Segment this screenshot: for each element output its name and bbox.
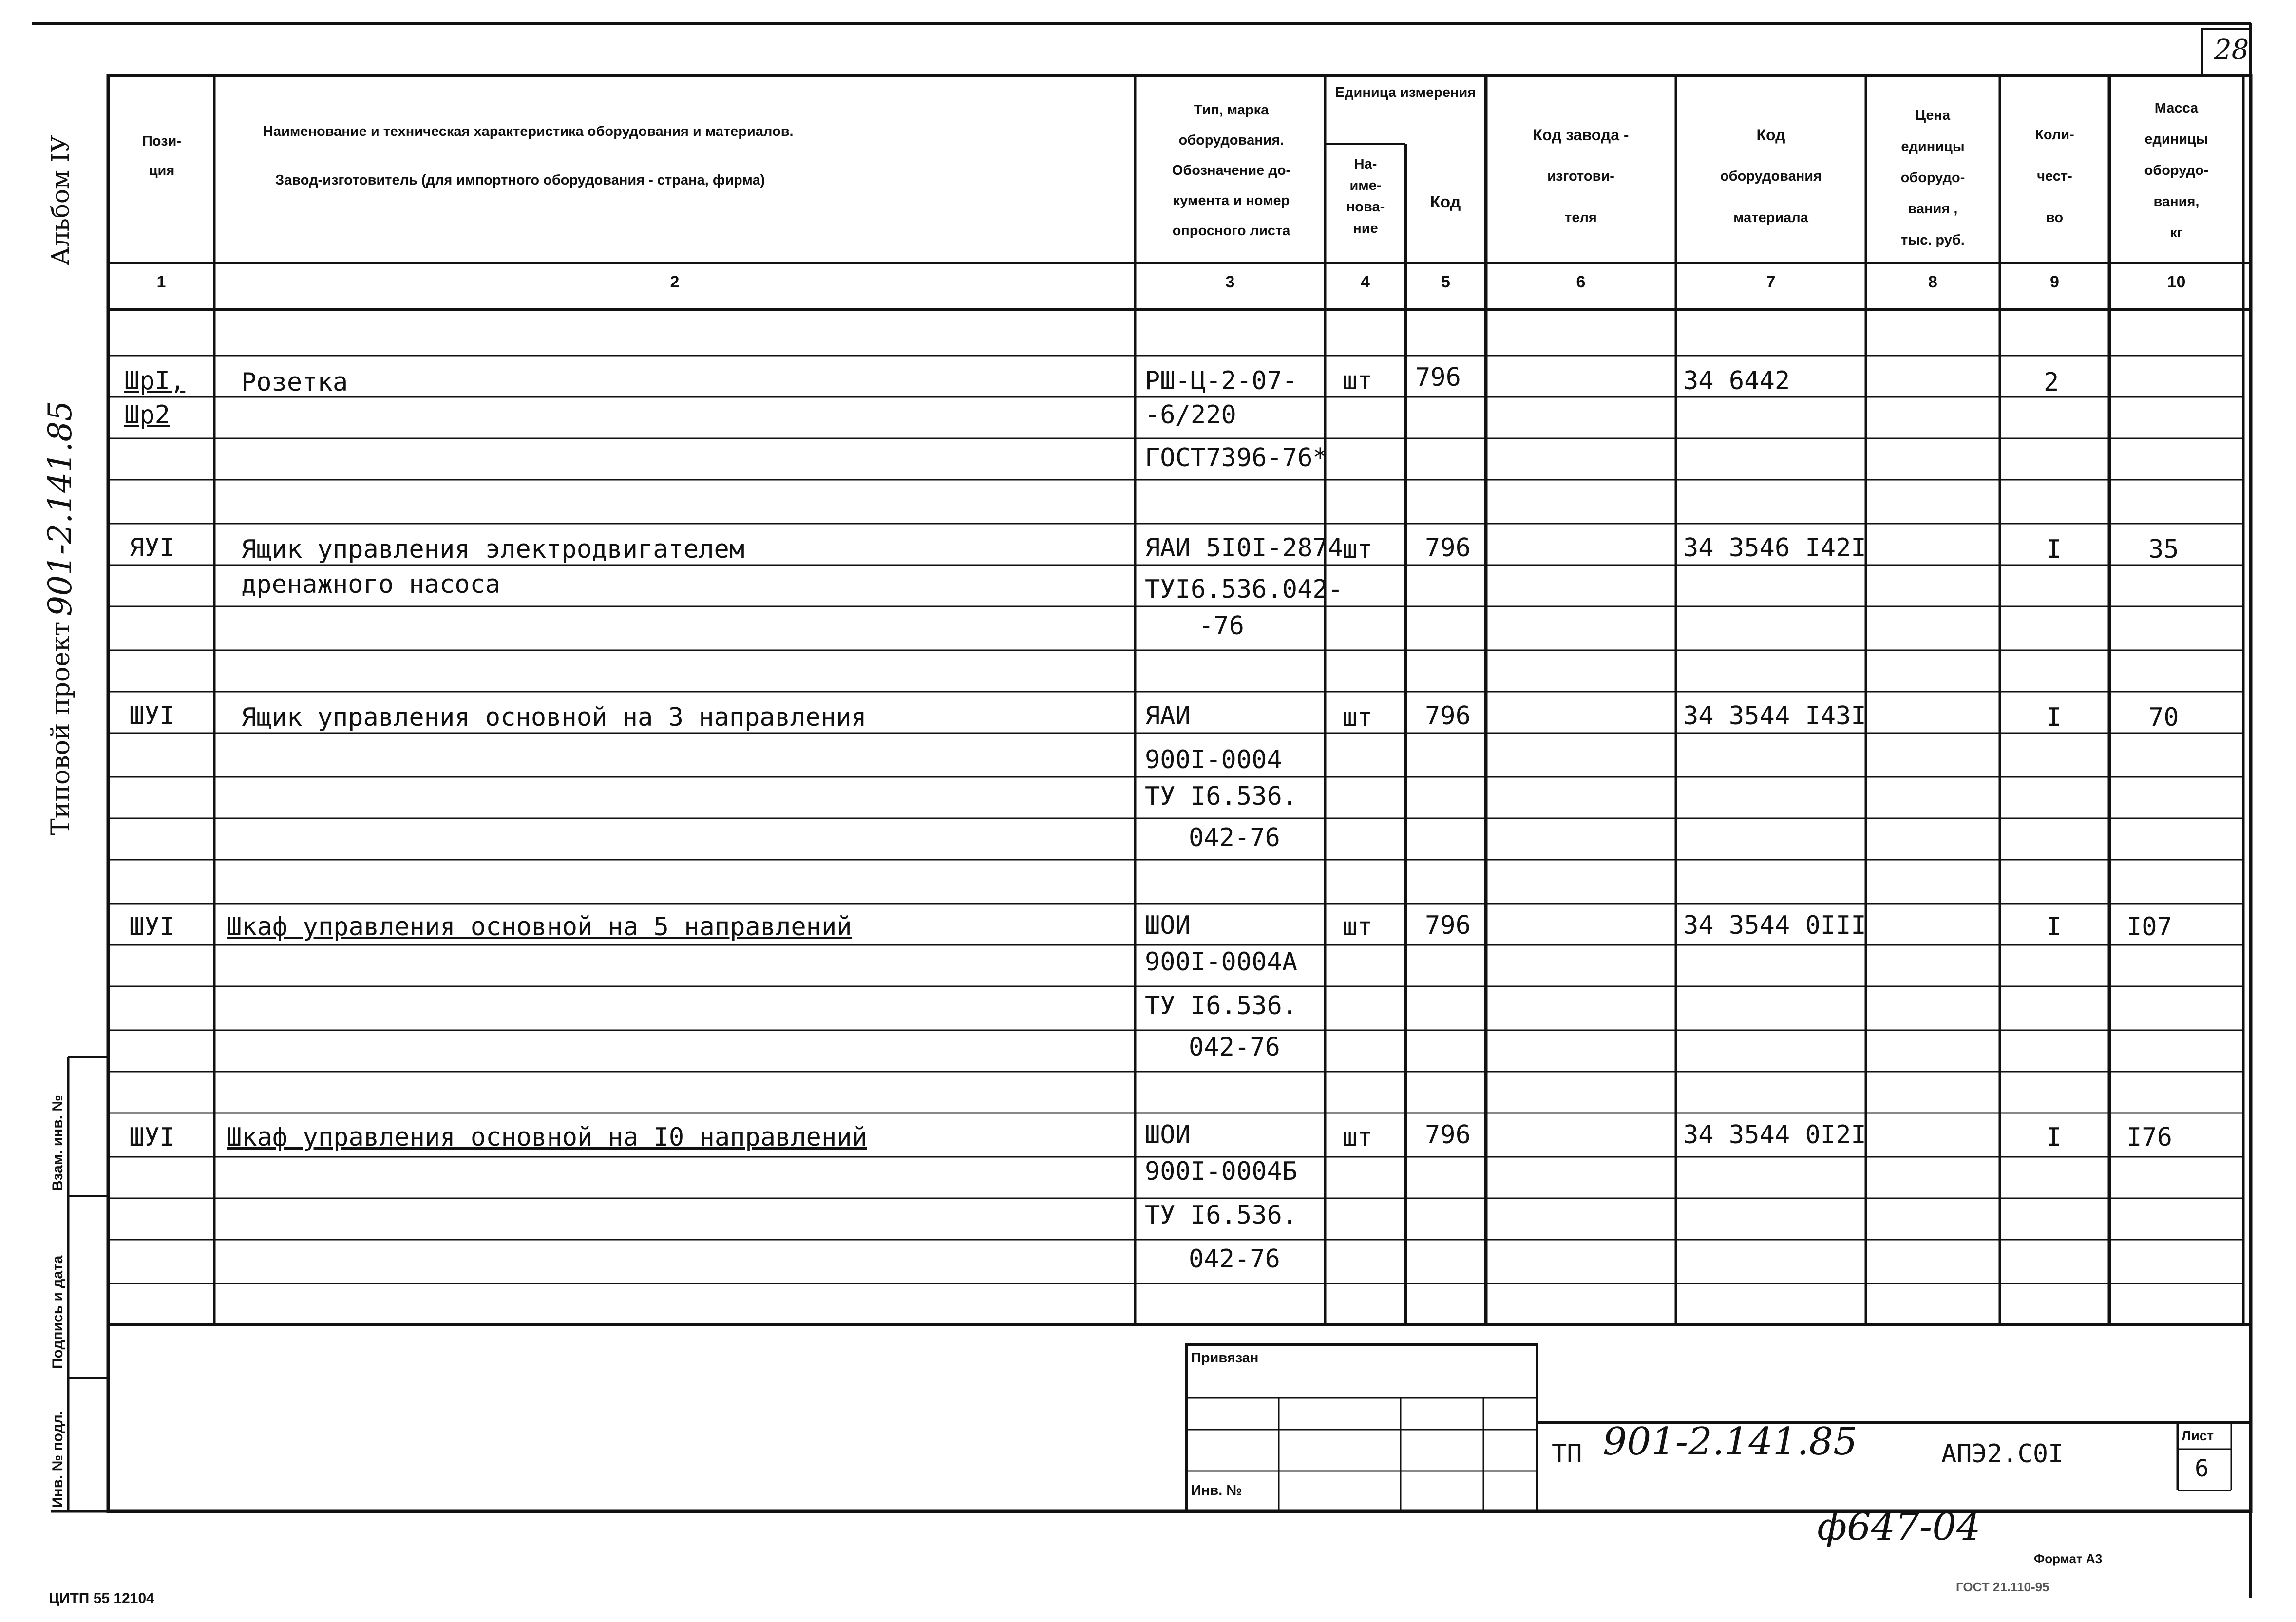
- album-label: Альбом IУ: [46, 135, 75, 265]
- header-unit-name-line: ние: [1353, 221, 1378, 236]
- cell-equipment-code: 34 3544 0I2I: [1683, 1120, 1866, 1150]
- title-block-sheet-label: Лист: [2182, 1428, 2214, 1443]
- header-equipment-code-line: материала: [1733, 210, 1808, 226]
- header-equipment-code: [1678, 114, 1863, 239]
- org-code: ЦИТП 55 12104: [49, 1590, 154, 1606]
- cell-type: 900I-0004Б: [1145, 1157, 1298, 1186]
- header-plant-code-line: Код завода -: [1533, 126, 1629, 144]
- cell-type: ШОИ: [1145, 1120, 1191, 1150]
- cell-unit-code: 796: [1425, 701, 1471, 731]
- cell-type: 900I-0004: [1145, 745, 1282, 774]
- type-project-label: Типовой проект: [46, 622, 76, 835]
- cell-type: ГОСТ7396-76*: [1145, 443, 1328, 472]
- cell-equipment-code: 34 3544 0III: [1683, 911, 1866, 940]
- header-name-line2: Завод-изготовитель (для импортного оборудования - страна, фирма): [275, 172, 765, 188]
- header-type-line: оборудования.: [1178, 132, 1284, 148]
- header-mass-line: Масса: [2154, 100, 2199, 116]
- cell-type: 042-76: [1189, 1245, 1280, 1274]
- column-number: 5: [1441, 273, 1450, 291]
- header-price-line: Цена: [1915, 108, 1951, 123]
- cell-position: Шр2: [124, 400, 170, 430]
- cell-type: ТУI6.536.042-: [1145, 575, 1343, 604]
- column-number: 4: [1361, 273, 1370, 291]
- stamp-replacement-inv: Взам. инв. №: [50, 1095, 66, 1191]
- title-block-tp-prefix: ТП: [1552, 1439, 1582, 1469]
- cell-quantity: 2: [2044, 368, 2059, 397]
- cell-quantity: I: [2046, 1123, 2062, 1152]
- header-type-line: Тип, марка: [1194, 102, 1269, 118]
- header-price-line: единицы: [1901, 139, 1965, 154]
- column-number: 2: [670, 273, 680, 291]
- header-quantity-line: во: [2046, 210, 2064, 226]
- header-type: [1140, 95, 1323, 246]
- page-number: 28: [2214, 34, 2249, 66]
- header-mass: [2112, 93, 2241, 248]
- title-block-project-number: 901-2.141.85: [1603, 1420, 1858, 1464]
- cell-unit-code: 796: [1425, 1120, 1471, 1150]
- cell-name: Ящик управления электродвигателем: [241, 535, 745, 564]
- cell-equipment-code: 34 6442: [1683, 366, 1790, 396]
- cell-position: ШУI: [129, 1123, 175, 1152]
- cell-type: 042-76: [1189, 823, 1280, 852]
- title-block-inv-no: Инв. №: [1191, 1483, 1242, 1498]
- cell-unit-code: 796: [1425, 533, 1471, 563]
- cell-unit: шт: [1342, 366, 1373, 396]
- stamp-original-inv: Инв. № подл.: [50, 1410, 66, 1508]
- header-quantity-line: чест-: [2037, 169, 2072, 184]
- header-unit-name: [1326, 153, 1405, 239]
- cell-type: 042-76: [1189, 1033, 1280, 1062]
- cell-unit-code: 796: [1425, 911, 1471, 940]
- column-number: 9: [2050, 273, 2059, 291]
- cell-name: дренажного насоса: [241, 570, 501, 599]
- header-unit-name-line: име-: [1349, 178, 1382, 193]
- header-equipment-code-line: Код: [1756, 126, 1785, 144]
- cell-equipment-code: 34 3544 I43I: [1683, 701, 1866, 731]
- header-unit-name-line: На-: [1354, 156, 1377, 172]
- header-name-line1: Наименование и техническая характеристика оборудования и материалов.: [263, 124, 794, 139]
- header-plant-code: [1488, 114, 1673, 239]
- title-block-doc-code: АПЭ2.С0I: [1941, 1439, 2064, 1469]
- cell-position: ШрI,: [124, 366, 186, 396]
- cell-type: ЯАИ: [1145, 701, 1191, 731]
- cell-type: ЯАИ 5I0I-2874: [1145, 533, 1343, 563]
- header-type-line: кумента и номер: [1173, 193, 1290, 208]
- stamp-signature-date: Подпись и дата: [50, 1255, 66, 1369]
- header-position: Пози- ция: [142, 133, 182, 178]
- cell-unit: шт: [1342, 1123, 1373, 1152]
- cell-type: ТУ I6.536.: [1145, 1201, 1298, 1230]
- header-price-line: вания ,: [1908, 201, 1958, 217]
- cell-name: Шкаф управления основной на 5 направлений: [227, 912, 852, 942]
- header-plant-code-line: изготови-: [1547, 169, 1614, 184]
- column-number: 10: [2167, 273, 2186, 291]
- project-number-handwritten: 901-2.141.85: [41, 400, 79, 616]
- title-block-sheet-number: 6: [2195, 1455, 2209, 1482]
- cell-type: ТУ I6.536.: [1145, 782, 1298, 811]
- header-unit-name-line: нова-: [1346, 199, 1385, 215]
- cell-type: 900I-0004А: [1145, 947, 1298, 977]
- cell-name: Розетка: [241, 368, 348, 397]
- cell-unit: шт: [1342, 535, 1373, 564]
- header-mass-line: вания,: [2153, 194, 2200, 209]
- cell-type: -6/220: [1145, 400, 1236, 430]
- handwritten-mark: ф647-04: [1817, 1505, 1981, 1549]
- header-price-line: тыс. руб.: [1901, 232, 1965, 248]
- gost-label: ГОСТ 21.110-95: [1956, 1580, 2049, 1594]
- cell-equipment-code: 34 3546 I42I: [1683, 533, 1866, 563]
- cell-unit-code: 796: [1415, 363, 1461, 392]
- column-number: 7: [1766, 273, 1776, 291]
- header-quantity-line: Коли-: [2035, 127, 2074, 143]
- cell-type: ТУ I6.536.: [1145, 991, 1298, 1020]
- cell-quantity: I: [2046, 912, 2062, 942]
- cell-name: Ящик управления основной на 3 направления: [241, 703, 867, 732]
- title-block-privyazan: Привязан: [1191, 1350, 1259, 1366]
- header-mass-line: кг: [2170, 225, 2183, 241]
- header-quantity: [2002, 114, 2107, 239]
- cell-unit: шт: [1342, 703, 1373, 732]
- column-number: 6: [1576, 273, 1586, 291]
- cell-mass: 35: [2148, 535, 2179, 564]
- header-price: [1868, 100, 1997, 256]
- cell-name: Шкаф управления основной на I0 направлений: [227, 1123, 867, 1152]
- cell-mass: I76: [2126, 1123, 2172, 1152]
- header-mass-line: оборудо-: [2144, 163, 2209, 178]
- header-mass-line: единицы: [2144, 132, 2208, 147]
- header-type-line: Обозначение до-: [1172, 163, 1291, 178]
- header-plant-code-line: теля: [1565, 210, 1597, 226]
- cell-mass: 70: [2148, 703, 2179, 732]
- column-number: 8: [1928, 273, 1937, 291]
- cell-quantity: I: [2046, 703, 2062, 732]
- cell-position: ЯУI: [129, 533, 175, 563]
- header-equipment-code-line: оборудования: [1720, 169, 1822, 184]
- cell-type: -76: [1198, 611, 1244, 641]
- header-type-line: опросного листа: [1172, 223, 1290, 239]
- cell-mass: I07: [2126, 912, 2172, 942]
- cell-quantity: I: [2046, 535, 2062, 564]
- header-price-line: оборудо-: [1900, 170, 1965, 186]
- column-number: 1: [156, 273, 166, 291]
- cell-type: РШ-Ц-2-07-: [1145, 366, 1298, 396]
- cell-position: ШУI: [129, 701, 175, 731]
- header-unit-group: Единица измерения: [1335, 85, 1476, 100]
- header-unit-code: Код: [1430, 193, 1461, 211]
- cell-position: ШУI: [129, 912, 175, 942]
- cell-unit: шт: [1342, 912, 1373, 942]
- format-label: Формат А3: [2034, 1551, 2103, 1566]
- cell-type: ШОИ: [1145, 911, 1191, 940]
- column-number: 3: [1225, 273, 1235, 291]
